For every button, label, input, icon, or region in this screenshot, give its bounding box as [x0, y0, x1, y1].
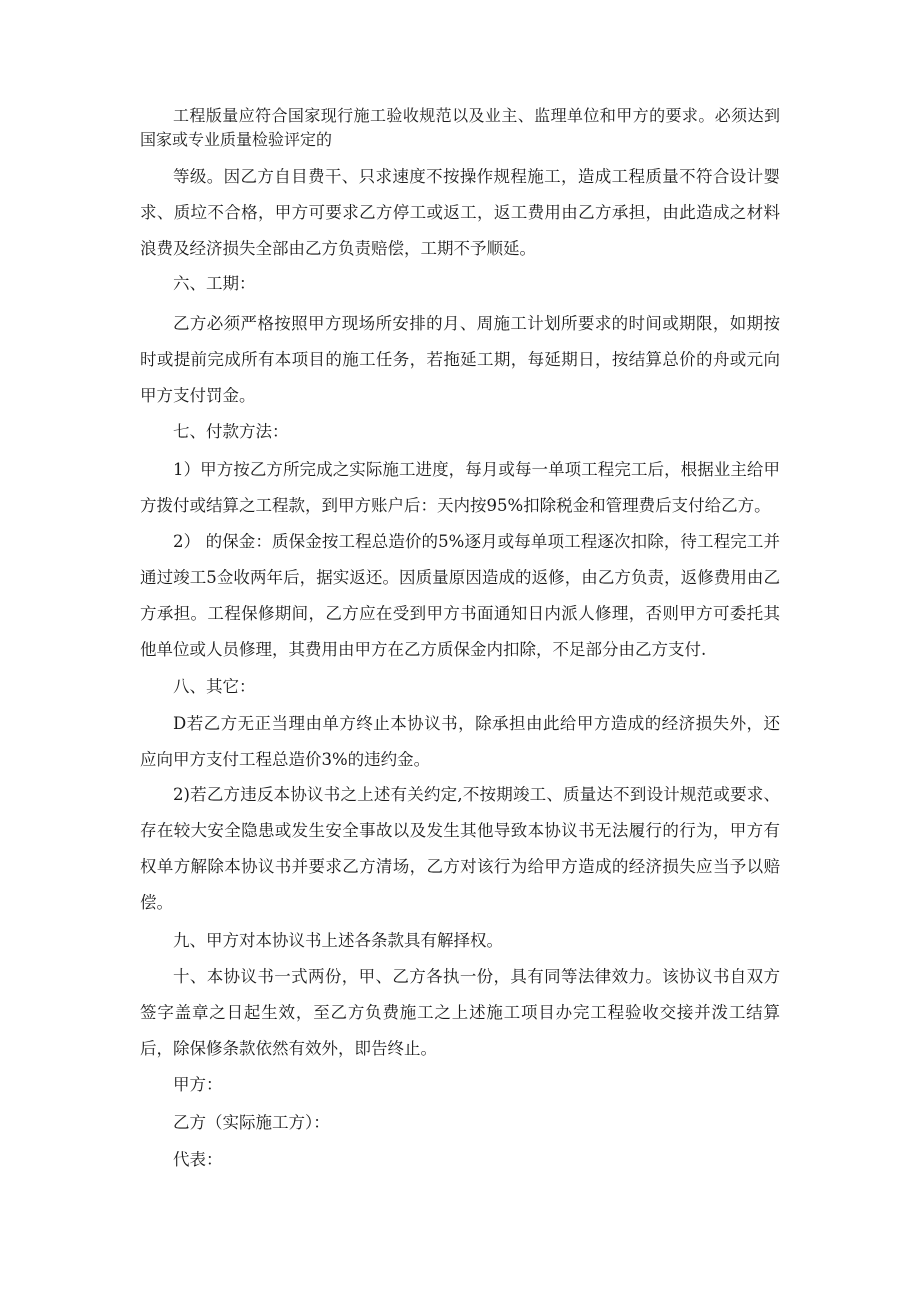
- heading-section-6-schedule: 六、工期：: [173, 274, 256, 293]
- heading-section-8-other: 八、其它：: [173, 677, 256, 696]
- paragraph-section-10-copies: 十、本协议书一式两份，甲、乙方各执一份，具有同等法律效力。该协议书自双方签字盖章之日起生效，至乙方负费施工之上述施工项目办完工程验收交接并泼工结算后，除保修条款依然有效外，即告终止。: [140, 967, 780, 1058]
- paragraph-quality-liability: 等级。因乙方自目费干、只求速度不按操作规程施工，造成工程质量不符合设计婴求、质垃不合格，甲方可要求乙方停工或返工，返工费用由乙方承担，由此造成之材料浪费及经济损失全部由乙方负责赔偿，工期不予顺延。: [140, 167, 780, 258]
- paragraph-quality-requirement: 工程版量应符合国家现行施工验收规范以及业主、监理单位和甲方的要求。必须达到国家或专业质量检验评定的: [140, 106, 780, 149]
- heading-section-7-payment: 七、付款方法：: [173, 422, 289, 441]
- signature-party-a: 甲方：: [173, 1075, 223, 1094]
- paragraph-other-1-termination: D若乙方无正当理由单方终止本协议书，除承担由此给甲方造成的经济损失外，还应向甲方支付工程总造价3%的违约金。: [140, 714, 780, 769]
- signature-party-b: 乙方（实际施工方）：: [173, 1113, 330, 1132]
- paragraph-payment-1: 1）甲方按乙方所完成之实际施工进度，每月或每一单项工程完工后，根据业主给甲方拨付或结算之工程款，到甲方账户后：天内按95%扣除税金和管理费后支付给乙方。: [140, 460, 780, 515]
- paragraph-other-2-breach: 2)若乙方违反本协议书之上述有关约定,不按期竣工、质量达不到设计规范或要求、存在较大安全隐患或发生安全事故以及发生其他导致本协议书无法履行的行为，甲方有权单方解除本协议书并要求乙方清场，乙方对该行为给甲方造成的经济损失应当予以赔偿。: [140, 785, 780, 912]
- heading-section-9-interpretation: 九、甲方对本协议书上述各条款具有解择权。: [173, 931, 503, 950]
- paragraph-payment-2-warranty-deposit: 2） 的保金：质保金按工程总造价的5%逐月或每单项工程逐次扣除，待工程完工并通过竣工5佥收两年后，据实返还。因质量原因造成的返修，由乙方负责，返修费用由乙方承担。工程保修期间，乙方应在受到甲方书面通知日内派人修理，否则甲方可委托其他单位或人员修理，其费用由甲方在乙方质保金内扣除，不足部分由乙方支付.: [140, 532, 780, 659]
- signature-representative: 代表：: [173, 1150, 223, 1169]
- paragraph-schedule-terms: 乙方必须严格按照甲方现场所安排的月、周施工计划所要求的时间或期限，如期按时或提前完成所有本项目的施工任务，若拖延工期，每延期日，按结算总价的舟或元向甲方支付罚金。: [140, 314, 780, 405]
